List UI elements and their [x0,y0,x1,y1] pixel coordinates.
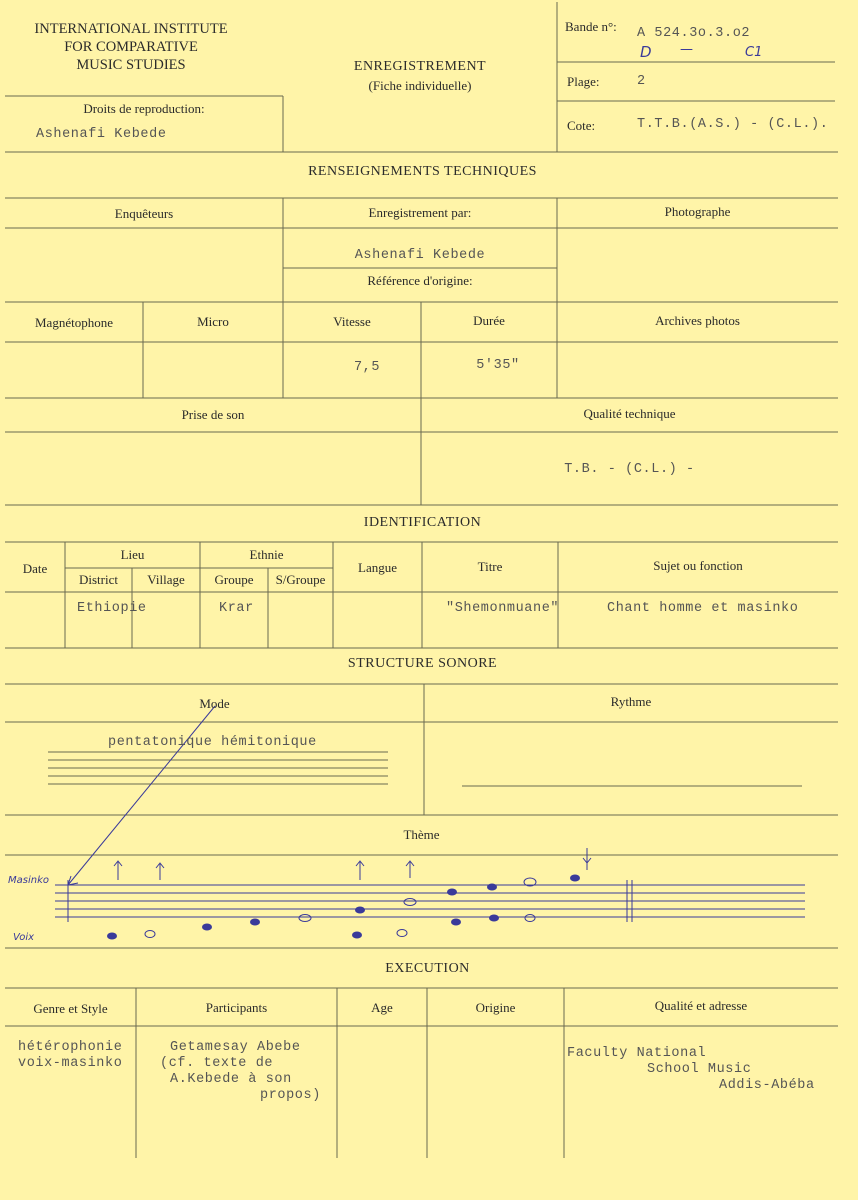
sujet-label: Sujet ou fonction [653,558,743,573]
form-title: ENREGISTREMENT [353,59,487,74]
section-title-technical: RENSEIGNEMENTS TECHNIQUES [308,164,537,179]
bande-value: A 524.3o.3.o2 [637,26,751,41]
archives-label: Archives photos [655,313,740,328]
bande-hand-letter: D [640,43,652,61]
enregistrement-value: Ashenafi Kebede [354,248,486,263]
participants-line: Getamesay Abebe [170,1040,301,1055]
qualite-technique-label: Qualité technique [583,406,676,421]
groupe-value: Krar [219,601,254,616]
lieu-value: Ethiopie [77,601,147,616]
langue-label: Langue [358,560,397,575]
theme-label: Thème [403,827,440,842]
genre-line: hétérophonie [18,1040,123,1055]
cote-value: T.T.B.(A.S.) - (C.L.). [637,117,829,132]
micro-label: Micro [197,314,229,329]
plage-label: Plage: [567,74,600,89]
adresse-line: Addis-Abéba [719,1078,815,1093]
ethnie-label: Ethnie [249,547,284,562]
plage-value: 2 [637,74,646,89]
titre-value: "Shemonmuane" [446,601,560,616]
vitesse-label: Vitesse [333,314,371,329]
qualite-adresse-label: Qualité et adresse [654,998,748,1013]
adresse-line: Faculty National [567,1046,707,1061]
genre-line: voix-masinko [18,1056,123,1071]
participants-line: propos) [260,1088,321,1103]
rights-value: Ashenafi Kebede [36,127,167,142]
institute-line: FOR COMPARATIVE [64,39,198,55]
mode-label: Mode [199,696,230,711]
bande-label: Bande n°: [565,19,617,34]
prise-label: Prise de son [181,407,245,422]
village-label: Village [147,572,185,587]
section-title-execution: EXECUTION [385,961,470,976]
staff-label-masinko: Masinko [8,875,49,886]
photographe-label: Photographe [664,204,731,219]
duree-label: Durée [473,313,505,328]
participants-value [160,1040,321,1104]
date-label: Date [22,561,48,576]
age-label: Age [371,1000,393,1015]
bande-hand-dash: — [680,42,693,57]
participants-line: A.Kebede à son [170,1072,292,1087]
form-subtitle: (Fiche individuelle) [368,78,472,93]
genre-label: Genre et Style [33,1001,108,1016]
cote-label: Cote: [567,118,596,133]
enqueteurs-label: Enquêteurs [114,206,174,221]
participants-label: Participants [205,1000,268,1015]
enregistrement-label: Enregistrement par: [368,205,472,220]
institute-line: INTERNATIONAL INSTITUTE [34,21,228,37]
participants-line: (cf. texte de [160,1056,274,1071]
rights-label: Droits de reproduction: [83,101,205,116]
staff-label-voix: Voix [13,932,35,943]
rythme-label: Rythme [610,694,652,709]
adresse-value [567,1046,815,1094]
titre-label: Titre [477,559,503,574]
mode-value: pentatonique hémitonique [108,735,317,750]
sgroupe-label: S/Groupe [275,572,326,587]
bande-hand-code: C1 [745,45,763,60]
institute-name [6,20,256,74]
vitesse-value: 7,5 [353,360,381,375]
theme-notes [107,875,580,940]
qualite-technique-value: T.B. - (C.L.) - [564,462,695,477]
sujet-value: Chant homme et masinko [607,601,799,616]
reference-label: Référence d'origine: [367,273,473,288]
magnetophone-label: Magnétophone [35,315,113,330]
duree-value: 5'35" [476,358,520,373]
institute-line: MUSIC STUDIES [76,57,186,73]
adresse-line: School Music [647,1062,752,1077]
groupe-label: Groupe [214,572,254,587]
district-label: District [79,572,118,587]
lieu-label: Lieu [120,547,145,562]
genre-value [18,1040,122,1072]
section-title-structure: STRUCTURE SONORE [347,656,498,671]
origine-label: Origine [475,1000,516,1015]
section-title-identification: IDENTIFICATION [363,515,482,530]
